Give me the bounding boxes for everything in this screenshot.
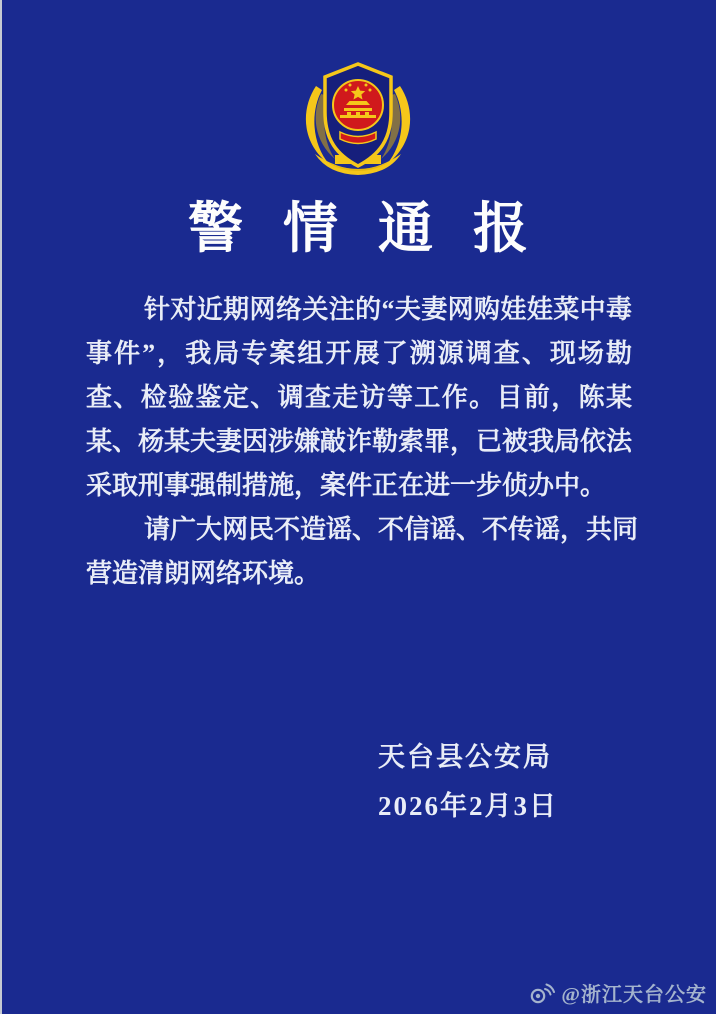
- notice-line: 营造清朗网络环境。: [86, 559, 321, 588]
- notice-date: 2026年2月3日: [378, 791, 558, 821]
- notice-title: [0, 196, 716, 262]
- weibo-watermark: [529, 978, 707, 1007]
- notice-line: 采取刑事强制措施，案件正在进一步侦办中。: [86, 471, 607, 500]
- notice-line: 查、检验鉴定、调查走访等工作。目前，陈某: [86, 383, 632, 412]
- left-edge-strip: [0, 0, 2, 1014]
- police-badge-icon: [293, 60, 423, 176]
- notice-line: 请广大网民不造谣、不信谣、不传谣，共同: [144, 515, 639, 544]
- weibo-handle: @浙江天台公安: [561, 984, 707, 1006]
- china-police-badge-emblem: [293, 60, 423, 181]
- notice-line: 针对近期网络关注的“夫妻网购娃娃菜中毒: [144, 295, 632, 324]
- notice-body: [86, 288, 639, 596]
- agency-signature: 天台县公安局: [378, 742, 552, 772]
- weibo-icon: [529, 982, 555, 1004]
- notice-line: 某、杨某夫妻因涉嫌敲诈勒索罪，已被我局依法: [86, 427, 633, 456]
- notice-line: 事件”，我局专案组开展了溯源调查、现场勘: [86, 339, 632, 368]
- notice-title-text: 警情通报: [187, 198, 568, 259]
- signature-block: [378, 733, 558, 831]
